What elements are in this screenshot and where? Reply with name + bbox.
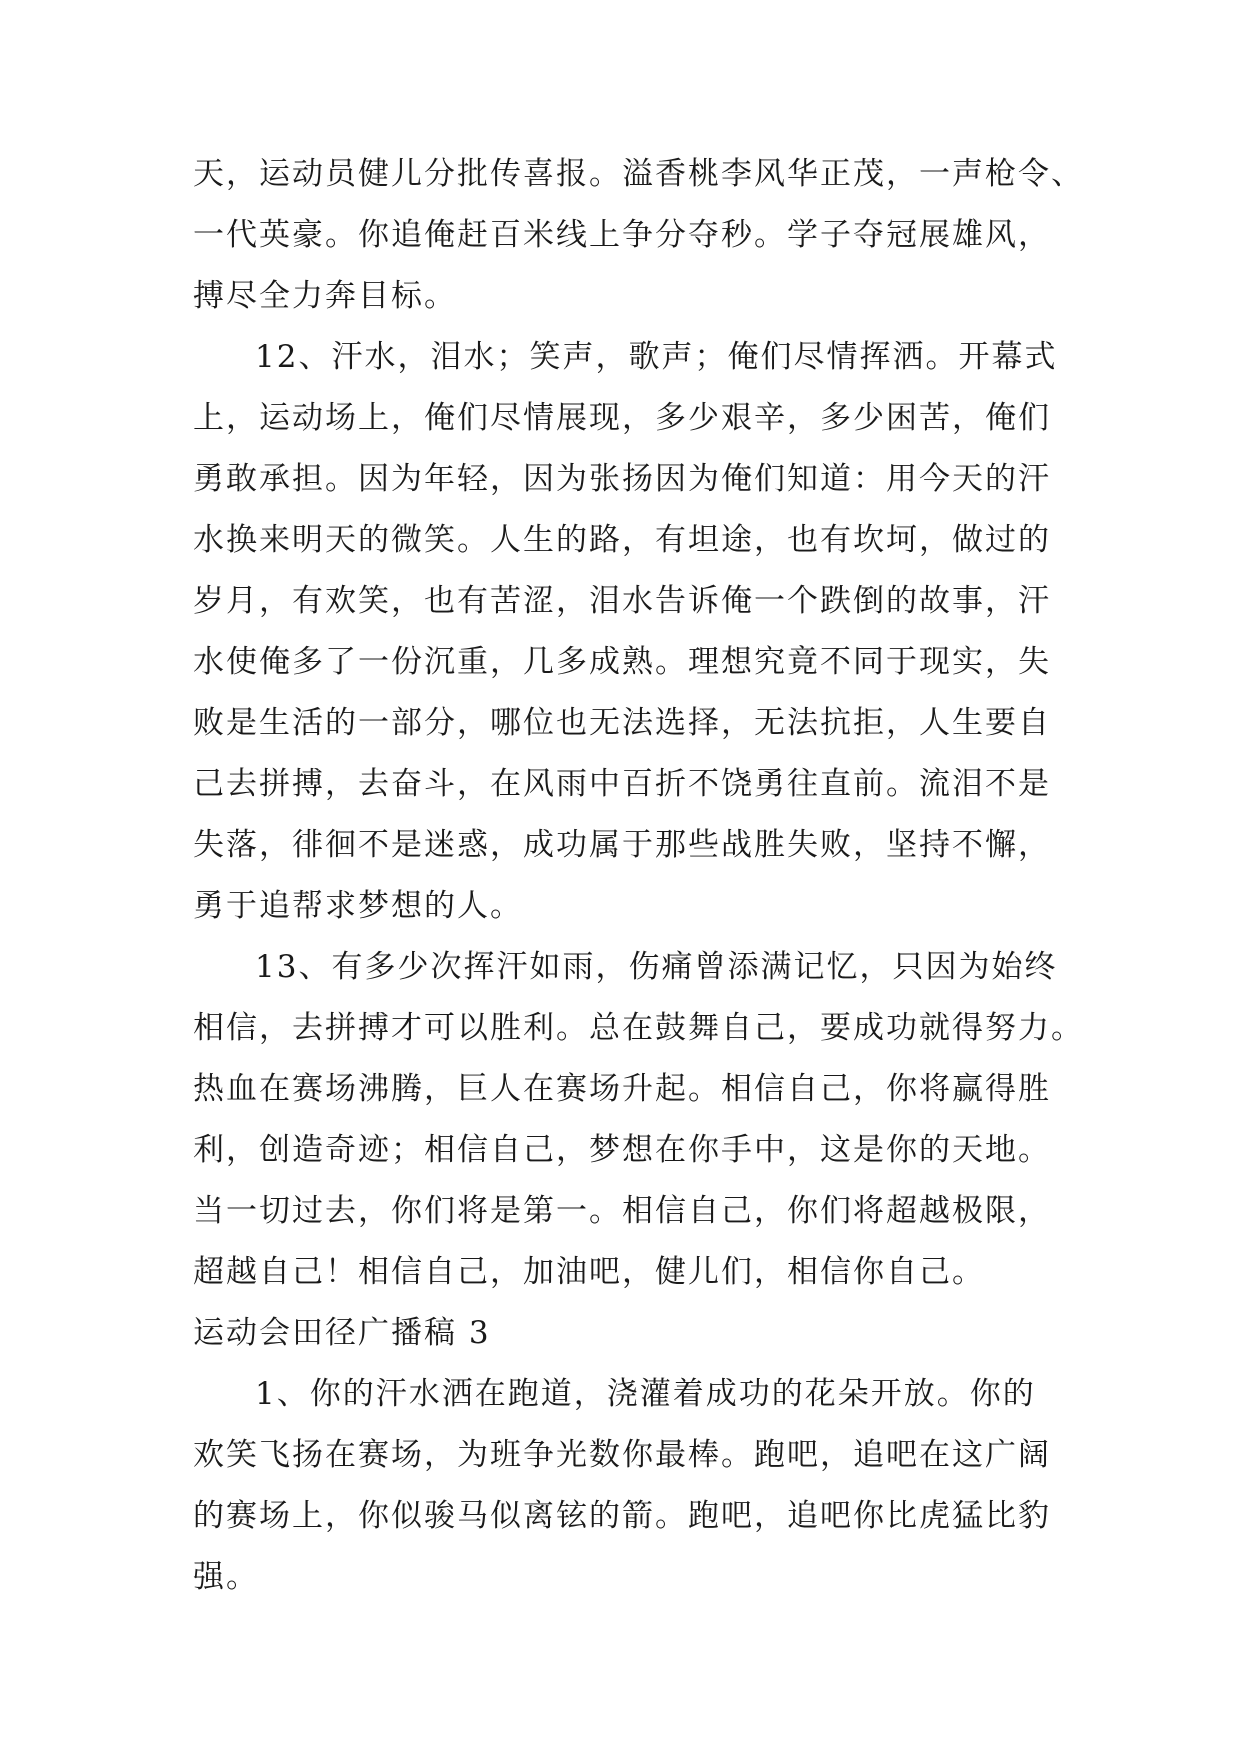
text-line: 的赛场上，你似骏马似离铉的箭。跑吧，追吧你比虎猛比豹 [193, 1498, 1051, 1534]
text-line: 水使俺多了一份沉重，几多成熟。理想究竟不同于现实，失 [193, 644, 1051, 680]
paragraph-11-continuation [193, 144, 1084, 327]
text-line: 勇敢承担。因为年轻，因为张扬因为俺们知道：用今天的汗 [193, 461, 1051, 497]
document-body [193, 144, 1084, 1608]
text-line: 当一切过去，你们将是第一。相信自己，你们将超越极限， [193, 1193, 1051, 1229]
text-line: 败是生活的一部分，哪位也无法选择，无法抗拒，人生要自 [193, 705, 1051, 741]
text-line: 勇于追帮求梦想的人。 [193, 888, 523, 924]
text-line: 利，创造奇迹；相信自己，梦想在你手中，这是你的天地。 [193, 1132, 1051, 1168]
text-line: 强。 [193, 1559, 259, 1595]
text-line: 相信，去拼搏才可以胜利。总在鼓舞自己，要成功就得努力。 [193, 1010, 1084, 1046]
text-line: 超越自己！相信自己，加油吧，健儿们，相信你自己。 [193, 1254, 985, 1290]
text-line: 失落，徘徊不是迷惑，成功属于那些战胜失败，坚持不懈， [193, 827, 1051, 863]
text-line: 1、你的汗水洒在跑道，浇灌着成功的花朵开放。你的 [255, 1376, 1036, 1412]
text-line: 12、汗水，泪水；笑声，歌声；俺们尽情挥洒。开幕式 [255, 339, 1058, 375]
text-line: 欢笑飞扬在赛场，为班争光数你最棒。跑吧，追吧在这广阔 [193, 1437, 1051, 1473]
text-line: 搏尽全力奔目标。 [193, 278, 457, 314]
text-line: 13、有多少次挥汗如雨，伤痛曾添满记忆，只因为始终 [255, 949, 1058, 985]
text-line: 热血在赛场沸腾，巨人在赛场升起。相信自己，你将赢得胜 [193, 1071, 1051, 1107]
section-heading: 运动会田径广播稿 3 [193, 1315, 491, 1351]
text-line: 岁月，有欢笑，也有苦涩，泪水告诉俺一个跌倒的故事，汗 [193, 583, 1051, 619]
paragraph-12 [193, 327, 1073, 937]
text-line: 上，运动场上，俺们尽情展现，多少艰辛，多少困苦，俺们 [193, 400, 1051, 436]
text-line: 水换来明天的微笑。人生的路，有坦途，也有坎坷，做过的 [193, 522, 1051, 558]
paragraph-13 [193, 937, 1084, 1303]
text-line: 天，运动员健儿分批传喜报。溢香桃李风华正茂，一声枪令、 [193, 156, 1084, 192]
text-line: 一代英豪。你追俺赶百米线上争分夺秒。学子夺冠展雄风， [193, 217, 1051, 253]
text-line: 己去拼搏，去奋斗，在风雨中百折不饶勇往直前。流泪不是 [193, 766, 1051, 802]
paragraph-1 [193, 1364, 1073, 1608]
